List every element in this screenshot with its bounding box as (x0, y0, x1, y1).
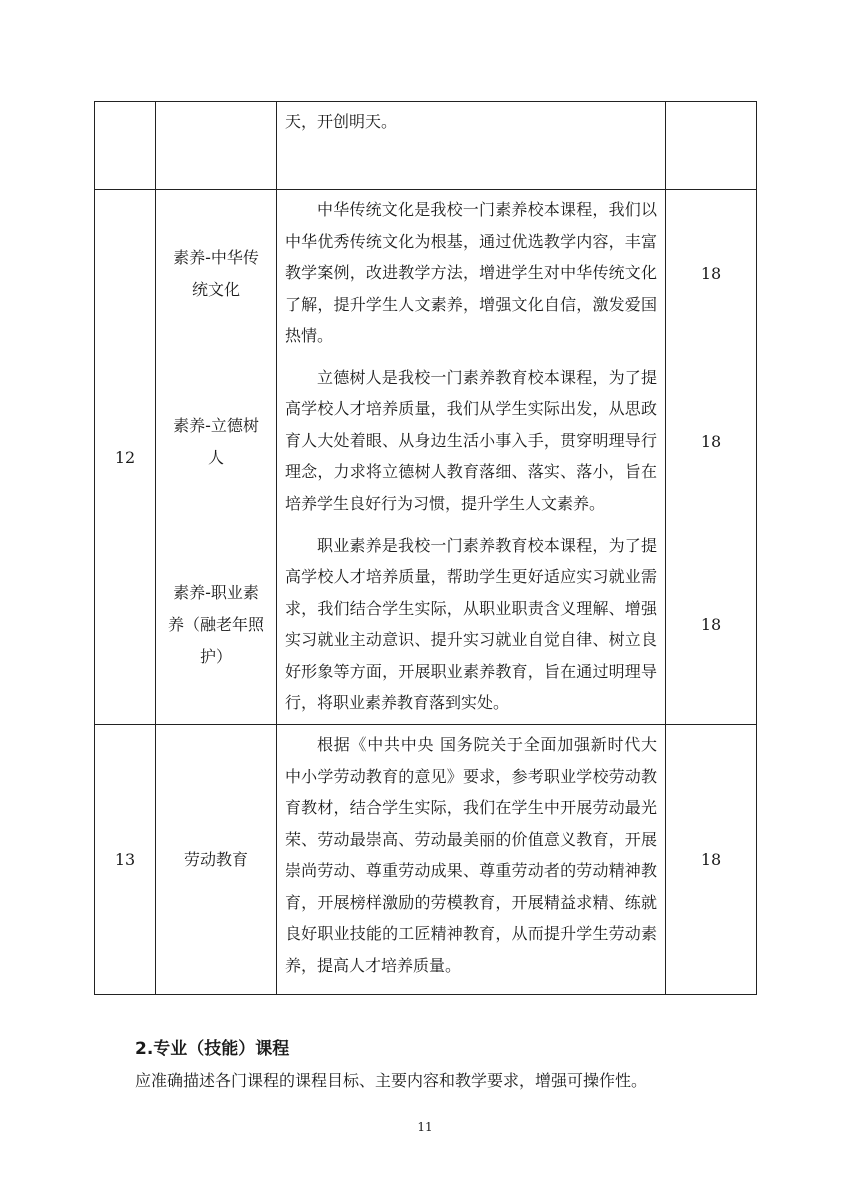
section-heading: 2.专业（技能）课程 (135, 1039, 290, 1059)
section-body-text: 应准确描述各门课程的课程目标、主要内容和教学要求，增强可操作性。 (135, 1071, 648, 1090)
table-row (95, 102, 757, 190)
course-hours-cell: 18 (666, 725, 757, 995)
course-description-cell: 中华传统文化是我校一门素养校本课程，我们以中华优秀传统文化为根基，通过优选教学内容，丰富教学案例，改进教学方法，增进学生对中华传统文化了解，提升学生人文素养，增强文化自信，激发爱国热情。 (277, 190, 666, 358)
course-hours-cell: 18 (666, 190, 757, 358)
course-hours-cell (666, 102, 757, 190)
course-name-cell: 素养-中华传统文化 (156, 190, 277, 358)
course-hours-cell: 18 (666, 526, 757, 725)
row-number-cell (95, 102, 156, 190)
page-number: 11 (417, 1120, 433, 1134)
course-description-cell: 立德树人是我校一门素养教育校本课程，为了提高学校人才培养质量，我们从学生实际出发，从思政育人大处着眼、从身边生活小事入手，贯穿明理导行理念，力求将立德树人教育落细、落实、落小，旨在培养学生良好行为习惯，提升学生人文素养。 (277, 358, 666, 526)
row-number-cell: 13 (95, 725, 156, 995)
row-number-cell: 12 (95, 190, 156, 725)
table-row (95, 190, 757, 358)
course-name-cell: 素养-职业素养（融老年照护） (156, 526, 277, 725)
table-row (95, 358, 757, 526)
course-description-cell: 根据《中共中央 国务院关于全面加强新时代大中小学劳动教育的意见》要求，参考职业学校劳动教育教材，结合学生实际，我们在学生中开展劳动最光荣、劳动最崇高、劳动最美丽的价值意义教育，开展崇尚劳动、尊重劳动成果、尊重劳动者的劳动精神教育，开展榜样激励的劳模教育，开展精益求精、练就良好职业技能的工匠精神教育，从而提升学生劳动素养，提高人才培养质量。 (277, 725, 666, 995)
course-description-cell: 天，开创明天。 (277, 102, 666, 190)
course-hours-cell: 18 (666, 358, 757, 526)
course-description-cell: 职业素养是我校一门素养教育校本课程，为了提高学校人才培养质量，帮助学生更好适应实习就业需求，我们结合学生实际，从职业职责含义理解、增强实习就业主动意识、提升实习就业自觉自律、树立良好形象等方面，开展职业素养教育，旨在通过明理导行，将职业素养教育落到实处。 (277, 526, 666, 725)
course-name-cell: 素养-立德树人 (156, 358, 277, 526)
course-name-cell (156, 102, 277, 190)
table-row (95, 526, 757, 725)
course-name-cell: 劳动教育 (156, 725, 277, 995)
table-row (95, 725, 757, 995)
course-table (94, 101, 757, 995)
